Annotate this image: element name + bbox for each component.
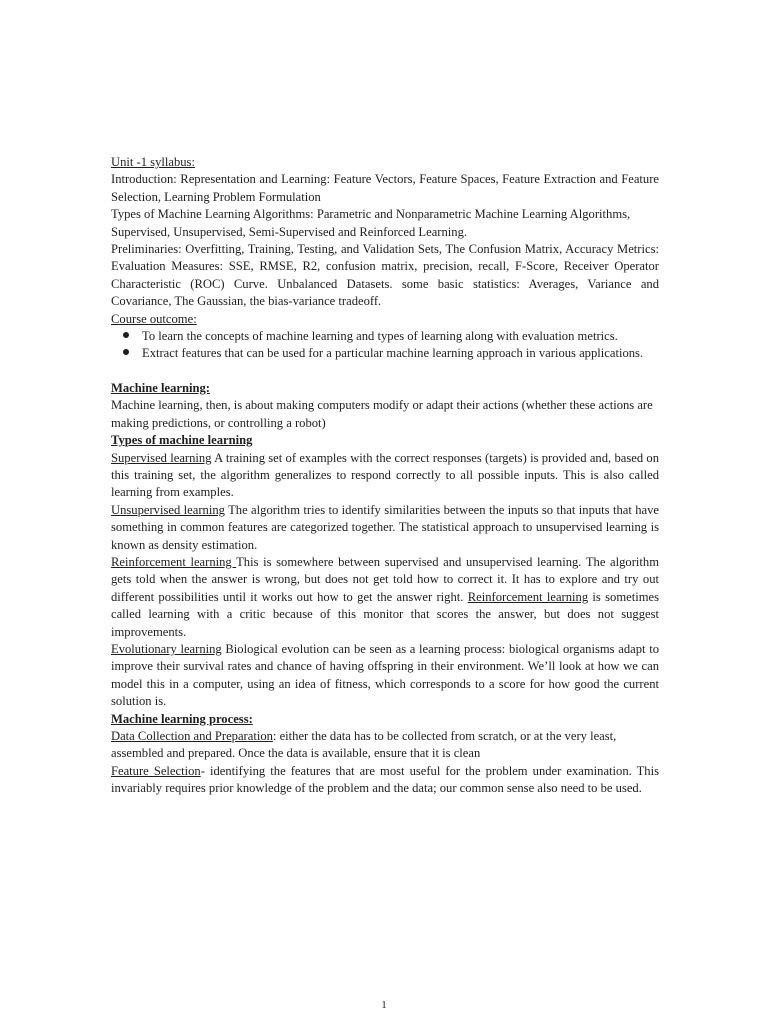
document-page — [111, 154, 659, 798]
unit-introduction: Introduction: Representation and Learning: Feature Vectors, Feature Spaces, Feature Extraction and Feature Selection, Learning Problem Formulation — [111, 172, 659, 204]
page-number: 1 — [381, 999, 387, 1011]
reinforcement-term: Reinforcement learning — [467, 589, 589, 604]
course-outcome-list — [111, 328, 659, 363]
course-outcome-item: To learn the concepts of machine learning and types of learning along with evaluation metrics. — [111, 328, 659, 345]
reinforcement-paragraph: Reinforcement learning This is somewhere between supervised and unsupervised learning. The algorithm gets told when the answer is wrong, but does not get told how to correct it. It has to explore and try out different possibilities until it works out how to get the answer right. Reinforcement learning is sometimes called learning with a critic because of this monitor that scores the answer, but does not suggest improvements. — [111, 554, 659, 639]
unit-algorithm-types: Types of Machine Learning Algorithms: Parametric and Nonparametric Machine Learning Algorithms, Supervised, Unsupervised, Semi-Supervised and Reinforced Learning. — [111, 207, 631, 239]
reinforcement-term: Reinforcement learning — [111, 554, 237, 569]
course-outcome-heading: Course outcome: — [111, 311, 197, 326]
feature-selection-term: Feature Selection — [111, 763, 201, 778]
evolutionary-term: Evolutionary learning — [111, 641, 222, 656]
bullet-icon — [123, 349, 129, 355]
unit-heading: Unit -1 syllabus: — [111, 155, 195, 169]
supervised-term: Supervised learning — [111, 450, 212, 465]
machine-learning-heading: Machine learning: — [111, 380, 210, 395]
process-heading: Machine learning process: — [111, 711, 253, 726]
bullet-icon — [123, 332, 129, 338]
course-outcome-item: Extract features that can be used for a particular machine learning approach in various applications. — [111, 345, 659, 362]
supervised-paragraph: Supervised learning A training set of examples with the correct responses (targets) is provided and, based on this training set, the algorithm generalizes to respond correctly to all possible inputs. This is also called learning from examples. — [111, 450, 660, 500]
unsupervised-paragraph: Unsupervised learning The algorithm tries to identify similarities between the inputs so that inputs that have something in common features are categorized together. The statistical approach to unsupervised learning is known as density estimation. — [111, 502, 660, 552]
types-heading: Types of machine learning — [111, 433, 253, 448]
spacer — [111, 363, 659, 380]
unit-preliminaries: Preliminaries: Overfitting, Training, Testing, and Validation Sets, The Confusion Matrix, Accuracy Metrics: Evaluation Measures: SSE, RMSE, R2, confusion matrix, precision, recall, F-Score, Receiver Operator Characteristic (ROC) Curve. Unbalanced Datasets. some basic statistics: Averages, Variance and Covariance, The Gaussian, the bias-variance tradeoff. — [111, 242, 659, 309]
feature-selection-paragraph: Feature Selection- identifying the features that are most useful for the problem under examination. This invariably requires prior knowledge of the problem and the data; our common sense also need to be used. — [111, 763, 659, 796]
evolutionary-paragraph: Evolutionary learning Biological evolution can be seen as a learning process: biological organisms adapt to improve their survival rates and chance of having offspring in their environment. We’ll look at how we can model this in a computer, using an idea of fitness, which corresponds to a score for how good the current solution is. — [111, 641, 659, 709]
unsupervised-term: Unsupervised learning — [111, 502, 225, 517]
machine-learning-definition: Machine learning, then, is about making computers modify or adapt their actions (whether these actions are making predictions, or controlling a robot) — [111, 398, 653, 430]
data-collection-term: Data Collection and Preparation — [111, 729, 273, 743]
data-collection-paragraph: Data Collection and Preparation: either the data has to be collected from scratch, or at the very least, assembled and prepared. Once the data is available, ensure that it is clean — [111, 729, 617, 761]
